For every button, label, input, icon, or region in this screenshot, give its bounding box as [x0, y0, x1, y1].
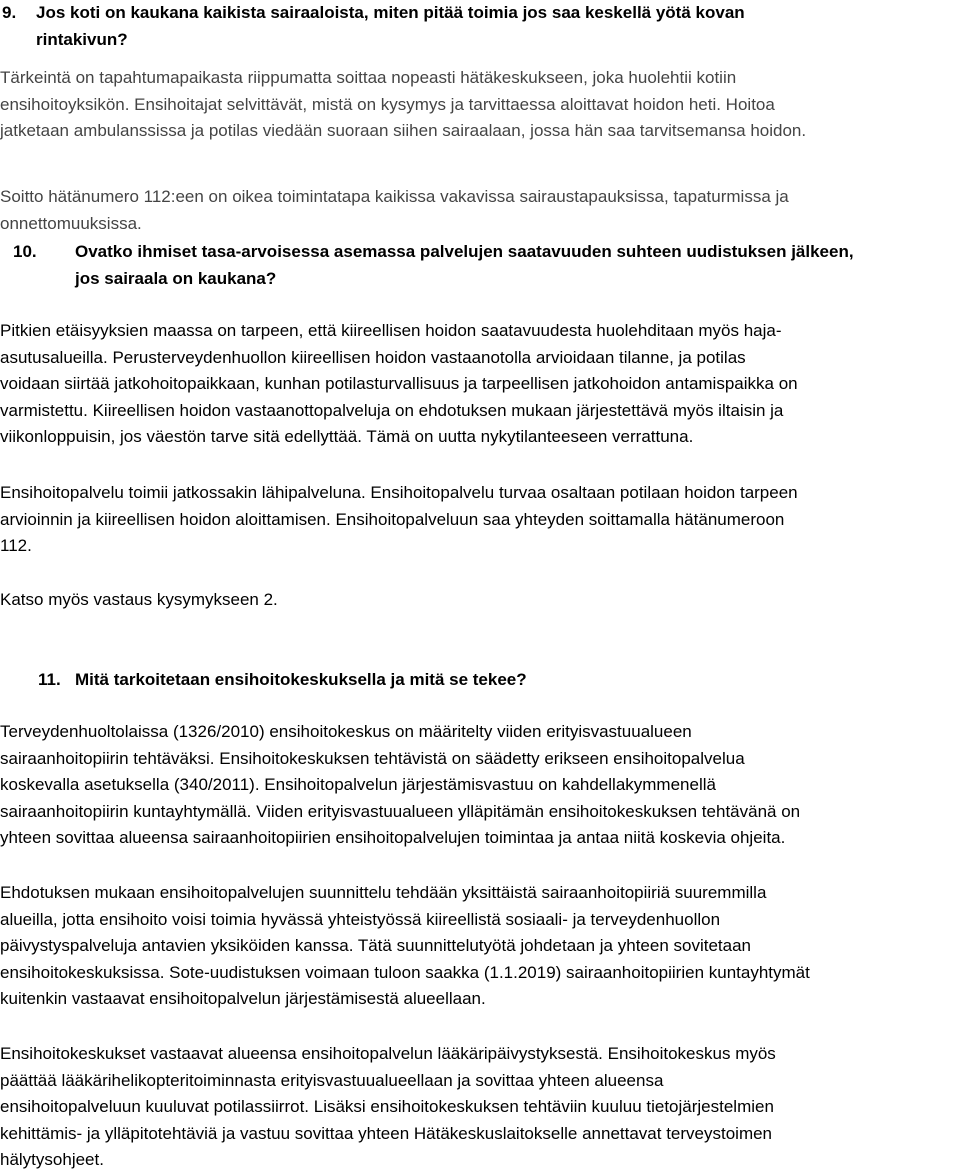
text-line: Pitkien etäisyyksien maassa on tarpeen, että kiireellisen hoidon saatavuudesta huolehditaan myös haja-	[0, 321, 782, 340]
question-10-line-1: Ovatko ihmiset tasa-arvoisessa asemassa palvelujen saatavuuden suhteen uudistuksen jälkeen,	[75, 242, 854, 261]
text-line: päivystyspalveluja antavien yksiköiden kanssa. Tätä suunnittelutyötä johdetaan ja yhteen sovitetaan	[0, 936, 751, 956]
text-line: sairaanhoitopiirin kuntayhtymällä. Viiden erityisvastuualueen ylläpitämän ensihoitokeskuksen tehtävänä on	[0, 801, 801, 821]
text-line: ensihoitoyksikön. Ensihoitajat selvittävät, mistä on kysymys ja tarvittaessa aloittavat hoidon heti. Hoitoa	[0, 94, 775, 114]
question-9-line-1: Jos koti on kaukana kaikista sairaaloista, miten pitää toimia jos saa keskellä yötä kovan	[36, 3, 745, 22]
text-line: Terveydenhuoltolaissa (1326/2010) ensihoitokeskus on määritelty viiden erityisvastuualueen	[0, 722, 692, 741]
answer-10-paragraph-1	[0, 318, 956, 451]
answer-11-paragraph-3	[0, 1041, 956, 1174]
text-line: viikonloppuisin, jos väestön tarve sitä edellyttää. Tämä on uutta nykytilanteeseen verrattuna.	[0, 427, 694, 447]
question-11-number: 11.	[38, 670, 61, 689]
text-line: Tärkeintä on tapahtumapaikasta riippumatta soittaa nopeasti hätäkeskukseen, joka huolehtii kotiin	[0, 68, 737, 87]
text-line: Soitto hätänumero 112:een on oikea toimintatapa kaikissa vakavissa sairaustapauksissa, tapaturmissa ja	[0, 187, 789, 206]
text-line: kehittämis- ja ylläpitotehtäviä ja vastuu sovittaa yhteen Hätäkeskuslaitokselle annettavat terveystoimen	[0, 1123, 773, 1143]
text-line: 112.	[0, 536, 32, 556]
answer-11-paragraph-2	[0, 880, 956, 1013]
text-line: voidaan siirtää jatkohoitopaikkaan, kunhan potilasturvallisuus ja tarpeellisen jatkohoidon antamispaikka on	[0, 374, 798, 394]
text-line: kuitenkin vastaavat ensihoitopalvelun järjestämisestä alueellaan.	[0, 989, 486, 1009]
answer-10-paragraph-3	[0, 587, 956, 614]
text-line: Ehdotuksen mukaan ensihoitopalvelujen suunnittelu tehdään yksittäistä sairaanhoitopiiriä suuremmilla	[0, 883, 767, 902]
question-10-line-2: jos sairaala on kaukana?	[75, 268, 277, 288]
answer-10-paragraph-2	[0, 480, 956, 560]
question-9-line-2: rintakivun?	[36, 29, 128, 49]
text-line: Ensihoitopalvelu toimii jatkossakin lähipalveluna. Ensihoitopalvelu turvaa osaltaan potilaan hoidon tarpeen	[0, 483, 798, 502]
text-line: yhteen sovittaa alueensa sairaanhoitopiirien ensihoitopalvelujen toimintaa ja antaa niitä koskevia ohjeita.	[0, 828, 786, 848]
text-line: alueilla, jotta ensihoito voisi toimia hyvässä yhteistyössä kiireellistä sosiaali- ja terveydenhuollon	[0, 909, 721, 929]
text-line: päättää lääkärihelikopteritoiminnasta erityisvastuualueellaan ja sovittaa yhteen alueensa	[0, 1070, 664, 1090]
text-line: ensihoitokeskuksissa. Sote-uudistuksen voimaan tuloon saakka (1.1.2019) sairaanhoitopiirien kuntayhtymät	[0, 962, 810, 982]
question-11-heading	[0, 667, 956, 694]
question-10-heading	[0, 239, 956, 292]
text-line: varmistettu. Kiireellisen hoidon vastaanottopalveluja on ehdotuksen mukaan järjestettävä myös iltaisin ja	[0, 400, 784, 420]
text-line: Katso myös vastaus kysymykseen 2.	[0, 590, 278, 609]
question-9-heading	[0, 0, 956, 53]
text-line: sairaanhoitopiirin tehtäväksi. Ensihoitokeskuksen tehtävistä on säädetty erikseen ensihoitopalvelua	[0, 748, 745, 768]
text-line: jatketaan ambulanssissa ja potilas viedään suoraan siihen sairaalaan, jossa hän saa tarvitsemansa hoidon.	[0, 121, 807, 141]
text-line: onnettomuuksissa.	[0, 213, 142, 233]
text-line: ensihoitopalveluun kuuluvat potilassiirrot. Lisäksi ensihoitokeskuksen tehtäviin kuuluu tietojärjestelmien	[0, 1097, 774, 1117]
answer-9-paragraph-1	[0, 65, 956, 145]
text-line: hälytysohjeet.	[0, 1150, 104, 1170]
text-line: arvioinnin ja kiireellisen hoidon aloittamisen. Ensihoitopalveluun saa yhteyden soittamalla hätänumeroon	[0, 509, 785, 529]
text-line: asutusalueilla. Perusterveydenhuollon kiireellisen hoidon vastaanotolla arvioidaan tilanne, ja potilas	[0, 347, 746, 367]
question-11-line-1: Mitä tarkoitetaan ensihoitokeskuksella ja mitä se tekee?	[75, 670, 527, 689]
text-line: Ensihoitokeskukset vastaavat alueensa ensihoitopalvelun lääkäripäivystyksestä. Ensihoitokeskus myös	[0, 1044, 776, 1063]
question-9-number: 9.	[2, 3, 17, 22]
text-line: koskevalla asetuksella (340/2011). Ensihoitopalvelun järjestämisvastuu on kahdellakymmenellä	[0, 775, 716, 795]
question-10-number: 10.	[13, 242, 37, 261]
answer-9-paragraph-2	[0, 184, 956, 237]
answer-11-paragraph-1	[0, 719, 956, 852]
